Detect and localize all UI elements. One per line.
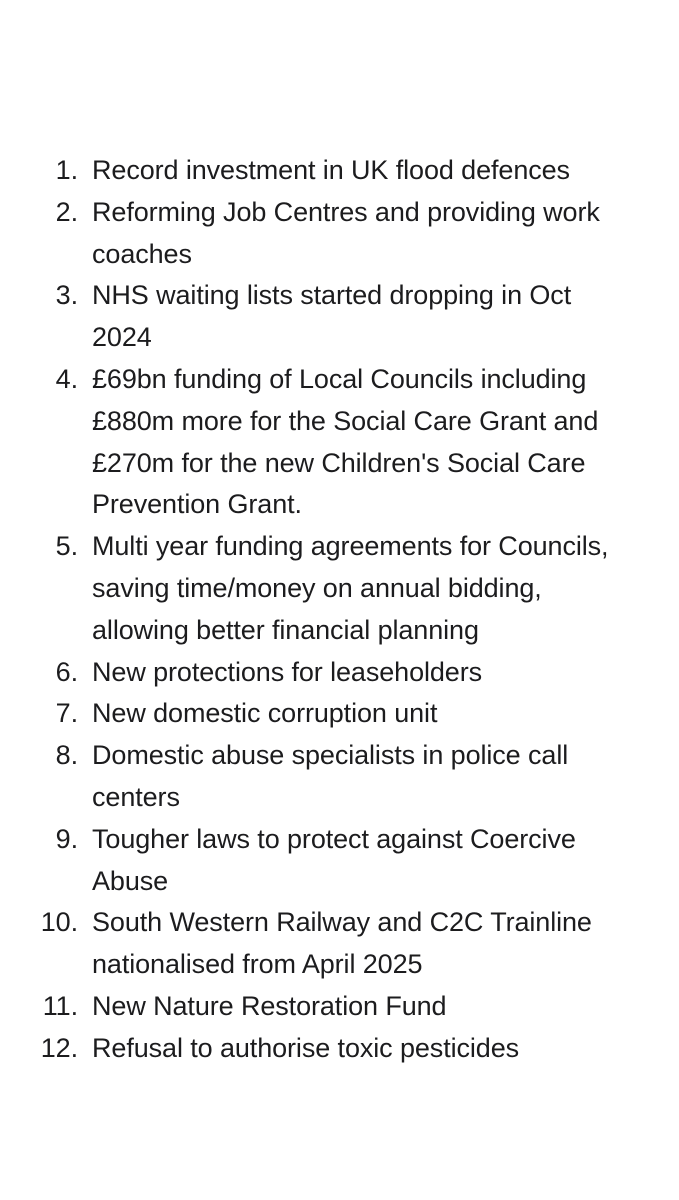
list-item-text: NHS waiting lists started dropping in Oct 2024 bbox=[92, 280, 572, 353]
list-item bbox=[0, 359, 679, 526]
list-item bbox=[0, 192, 679, 276]
list-item-number: 5. bbox=[55, 531, 78, 562]
list-item bbox=[0, 735, 679, 819]
list-item bbox=[0, 693, 679, 735]
list-item-text: Record investment in UK flood defences bbox=[92, 155, 570, 185]
list-item bbox=[0, 1028, 679, 1070]
list-item-text: New Nature Restoration Fund bbox=[92, 990, 447, 1021]
list-item-number: 12. bbox=[40, 1032, 78, 1063]
list-item bbox=[0, 275, 679, 359]
list-item-text: South Western Railway and C2C Trainline nationalised from April 2025 bbox=[92, 907, 592, 980]
list-item-text: Reforming Job Centres and providing work coaches bbox=[92, 196, 600, 269]
list-item-text: Tougher laws to protect against Coercive Abuse bbox=[92, 823, 576, 896]
list-item-number: 4. bbox=[55, 363, 78, 394]
list-item-number: 2. bbox=[55, 196, 78, 227]
list-item-number: 11. bbox=[42, 990, 78, 1021]
list-item-number: 8. bbox=[55, 740, 78, 771]
list-item-text: New protections for leaseholders bbox=[92, 656, 483, 687]
list-item-text: Refusal to authorise toxic pesticides bbox=[92, 1032, 520, 1063]
list-item-text: Domestic abuse specialists in police call centers bbox=[92, 740, 569, 812]
list-item-number: 3. bbox=[55, 280, 78, 311]
list-item-text: Multi year funding agreements for Councils, saving time/money on annual bidding, allowing better financial planning bbox=[92, 531, 609, 645]
list-item-number: 1. bbox=[55, 155, 78, 185]
list-item bbox=[0, 902, 679, 986]
list-item-number: 10. bbox=[40, 907, 78, 938]
list-item-number: 6. bbox=[55, 656, 78, 687]
list-item-number: 9. bbox=[55, 823, 78, 854]
numbered-list bbox=[0, 150, 679, 1070]
list-item-text: £69bn funding of Local Councils including £880m more for the Social Care Grant and £270m for the new Children's Social Care Prevention Grant. bbox=[92, 363, 599, 520]
list-item bbox=[0, 819, 679, 903]
list-item bbox=[0, 526, 679, 651]
list-item bbox=[0, 986, 679, 1028]
list-item-text: New domestic corruption unit bbox=[92, 698, 438, 729]
list-item bbox=[0, 150, 679, 192]
list-item-number: 7. bbox=[55, 698, 78, 729]
list-item bbox=[0, 652, 679, 694]
note-body bbox=[0, 150, 679, 1070]
